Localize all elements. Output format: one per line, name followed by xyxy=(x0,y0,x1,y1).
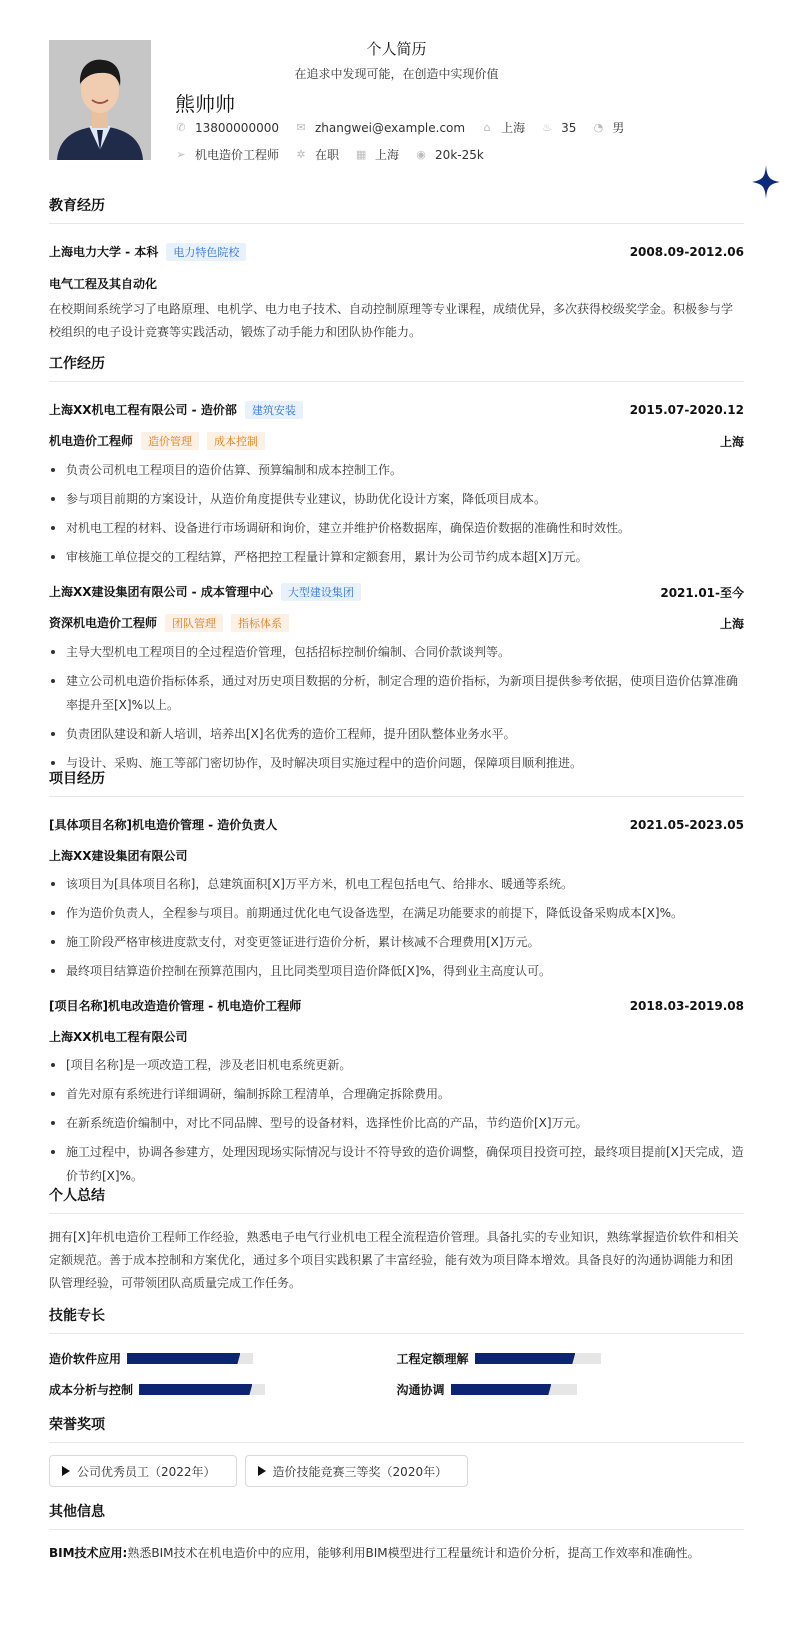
job-city: 上海 xyxy=(719,434,744,449)
role-tag: 成本控制 xyxy=(207,432,265,450)
summary-section xyxy=(49,1185,744,1295)
project-org: 上海XX机电工程有限公司 xyxy=(49,1030,188,1044)
awards-list xyxy=(49,1455,744,1487)
document-title: 个人简历 xyxy=(366,40,427,58)
salary: 20k-25k xyxy=(435,147,484,162)
other-section xyxy=(49,1501,744,1565)
play-icon xyxy=(62,1466,70,1476)
candidate-name: 熊帅帅 xyxy=(175,92,235,116)
role-tag: 造价管理 xyxy=(141,432,199,450)
award-item xyxy=(245,1455,469,1487)
gender: 男 xyxy=(612,121,625,135)
building-icon: ▦ xyxy=(355,147,367,161)
email: zhangwei@example.com xyxy=(314,120,466,135)
skill-bar xyxy=(127,1353,253,1364)
project-date: 2018.03-2019.08 xyxy=(629,998,744,1013)
send-icon: ➢ xyxy=(176,147,186,161)
school-tag: 电力特色院校 xyxy=(166,243,246,261)
list-item: 对机电工程的材料、设备进行市场调研和询价，建立并维护价格数据库，确保造价数据的准确性和时效性。 xyxy=(49,516,744,540)
section-title: 项目经历 xyxy=(49,768,744,797)
company-tag: 大型建设集团 xyxy=(281,583,361,601)
role-tag: 指标体系 xyxy=(231,614,289,632)
skill-bar-fill xyxy=(139,1384,252,1395)
skill-bar xyxy=(139,1384,265,1395)
job-date: 2021.01-至今 xyxy=(660,585,744,600)
resume-page xyxy=(49,0,744,1560)
email-icon: ✉ xyxy=(296,120,306,134)
position: 机电造价工程师 xyxy=(195,148,280,162)
list-item: 审核施工单位提交的工程结算，严格把控工程量计算和定额套用，累计为公司节约成本超[X]万元。 xyxy=(49,545,744,569)
list-item: 首先对原有系统进行详细调研，编制拆除工程清单，合理确定拆除费用。 xyxy=(49,1082,744,1106)
project-org: 上海XX建设集团有限公司 xyxy=(49,849,188,863)
other-text: 熟悉BIM技术在机电造价中的应用，能够利用BIM模型进行工程量统计和造价分析，提高工作效率和准确性。 xyxy=(127,1546,700,1560)
job-intent-row xyxy=(175,146,500,163)
skill-bar-fill xyxy=(127,1353,240,1364)
list-item: 在新系统造价编制中，对比不同品牌、型号的设备材料，选择性价比高的产品，节约造价[X]万元。 xyxy=(49,1111,744,1135)
job-role: 资深机电造价工程师 xyxy=(49,616,158,630)
list-item: 负责团队建设和新人培训，培养出[X]名优秀的造价工程师，提升团队整体业务水平。 xyxy=(49,722,744,746)
awards-section xyxy=(49,1414,744,1487)
skill-name: 造价软件应用 xyxy=(49,1352,122,1366)
skill-name: 沟通协调 xyxy=(396,1383,445,1397)
skill-bar xyxy=(451,1384,577,1395)
skill-name: 工程定额理解 xyxy=(396,1352,469,1366)
gender-icon: ◔ xyxy=(593,120,604,134)
list-item: 最终项目结算造价控制在预算范围内，且比同类型项目造价降低[X]%，得到业主高度认可。 xyxy=(49,959,744,983)
job-city: 上海 xyxy=(719,616,744,631)
section-title: 个人总结 xyxy=(49,1185,744,1214)
list-item: 参与项目前期的方案设计，从造价角度提供专业建议，协助优化设计方案，降低项目成本。 xyxy=(49,487,744,511)
sparkle-icon xyxy=(752,165,780,199)
section-title: 工作经历 xyxy=(49,353,744,382)
skills-grid xyxy=(49,1350,744,1398)
projects-section xyxy=(49,768,744,1188)
cake-icon: ♨ xyxy=(542,120,553,134)
list-item: 主导大型机电工程项目的全过程造价管理，包括招标控制价编制、合同价款谈判等。 xyxy=(49,640,744,664)
role-tag: 团队管理 xyxy=(165,614,223,632)
section-title: 荣誉奖项 xyxy=(49,1414,744,1443)
section-title: 教育经历 xyxy=(49,195,744,224)
motto: 在追求中发现可能，在创造中实现价值 xyxy=(294,67,499,81)
list-item: 施工阶段严格审核进度款支付，对变更签证进行造价分析，累计核减不合理费用[X]万元。 xyxy=(49,930,744,954)
contact-row xyxy=(175,119,640,136)
school-name: 上海电力大学 - 本科 xyxy=(49,245,159,259)
list-item: 建立公司机电造价指标体系，通过对历史项目数据的分析，制定合理的造价指标，为新项目提供参考依据，使项目造价估算准确率提升至[X]%以上。 xyxy=(49,669,744,717)
resume-header xyxy=(49,0,744,175)
skill-bar xyxy=(475,1353,601,1364)
coin-icon: ◉ xyxy=(416,147,426,161)
summary-text: 拥有[X]年机电造价工程师工作经验，熟悉电子电气行业机电工程全流程造价管理。具备扎实的专业知识，熟练掌握造价软件和相关定额规范。善于成本控制和方案优化，通过多个项目实践积累了丰富经验，能有效为项目降本增效。具备良好的沟通协调能力和团队管理经验，可带领团队高质量完成工作任务。 xyxy=(49,1230,739,1290)
list-item: 与设计、采购、施工等部门密切协作，及时解决项目实施过程中的造价问题，保障项目顺利推进。 xyxy=(49,751,744,775)
skill-bar-fill xyxy=(475,1353,576,1364)
section-title: 技能专长 xyxy=(49,1305,744,1334)
skill-item xyxy=(397,1381,745,1398)
phone-icon: ✆ xyxy=(176,120,186,134)
skill-bar-fill xyxy=(451,1384,552,1395)
age: 35 xyxy=(561,120,577,135)
edu-desc: 在校期间系统学习了电路原理、电机学、电力电子技术、自动控制原理等专业课程，成绩优异，多次获得校级奖学金。积极参与学校组织的电子设计竞赛等实践活动，锻炼了动手能力和团队协作能力。 xyxy=(49,302,734,339)
other-info xyxy=(49,1542,744,1565)
home-icon: ⌂ xyxy=(483,120,491,134)
list-item: 施工过程中，协调各参建方，处理因现场实际情况与设计不符导致的造价调整，确保项目投资可控，最终项目提前[X]天完成，造价节约[X]%。 xyxy=(49,1140,744,1188)
other-label: BIM技术应用: xyxy=(49,1546,128,1560)
education-section xyxy=(49,195,744,344)
job-date: 2015.07-2020.12 xyxy=(629,403,744,417)
list-item: [项目名称]是一项改造工程，涉及老旧机电系统更新。 xyxy=(49,1053,744,1077)
target-city: 上海 xyxy=(375,148,400,162)
award-label: 公司优秀员工（2022年） xyxy=(77,1464,216,1479)
city: 上海 xyxy=(501,121,526,135)
status: 在职 xyxy=(315,148,340,162)
gear-icon: ✲ xyxy=(296,147,306,161)
major: 电气工程及其自动化 xyxy=(49,277,158,291)
skill-item xyxy=(397,1350,745,1367)
project-name: [项目名称]机电改造造价管理 - 机电造价工程师 xyxy=(49,999,302,1013)
skill-item xyxy=(49,1350,397,1367)
project-date: 2021.05-2023.05 xyxy=(629,817,744,832)
work-section xyxy=(49,353,744,775)
list-item: 作为造价负责人，全程参与项目。前期通过优化电气设备选型，在满足功能要求的前提下，降低设备采购成本[X]%。 xyxy=(49,901,744,925)
edu-date: 2008.09-2012.06 xyxy=(629,245,744,259)
award-label: 造价技能竞赛三等奖（2020年） xyxy=(272,1464,448,1479)
skill-item xyxy=(49,1381,397,1398)
project-items xyxy=(49,872,744,983)
company-name: 上海XX机电工程有限公司 - 造价部 xyxy=(49,403,237,417)
skills-section xyxy=(49,1305,744,1398)
job-duties xyxy=(49,458,744,569)
play-icon xyxy=(258,1466,266,1476)
phone: 13800000000 xyxy=(195,120,279,135)
list-item: 负责公司机电工程项目的造价估算、预算编制和成本控制工作。 xyxy=(49,458,744,482)
project-items xyxy=(49,1053,744,1188)
job-duties xyxy=(49,640,744,775)
job-role: 机电造价工程师 xyxy=(49,434,134,448)
section-title: 其他信息 xyxy=(49,1501,744,1530)
skill-name: 成本分析与控制 xyxy=(49,1383,134,1397)
company-tag: 建筑安装 xyxy=(245,401,303,419)
award-item xyxy=(49,1455,237,1487)
company-name: 上海XX建设集团有限公司 - 成本管理中心 xyxy=(49,585,273,599)
project-name: [具体项目名称]机电造价管理 - 造价负责人 xyxy=(49,818,278,832)
list-item: 该项目为[具体项目名称]，总建筑面积[X]万平方米，机电工程包括电气、给排水、暖通等系统。 xyxy=(49,872,744,896)
